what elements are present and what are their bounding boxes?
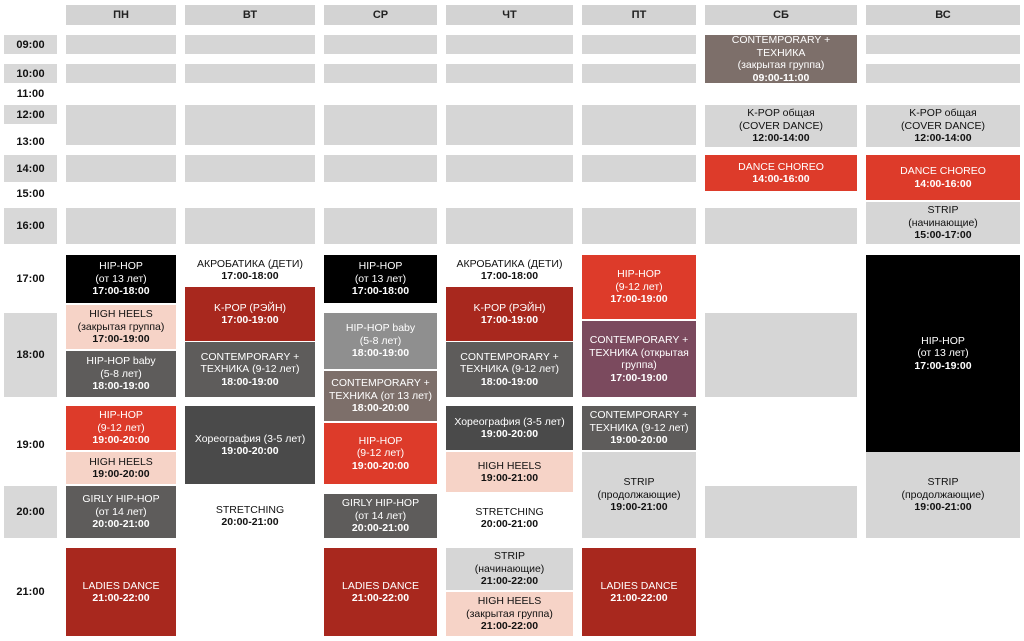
empty-slot (324, 105, 437, 145)
event-tue-horeo (185, 406, 315, 484)
time-1600: 16:00 (4, 208, 57, 244)
event-title: HIGH HEELS (89, 455, 153, 468)
event-title: LADIES DANCE (341, 579, 420, 592)
event-wed-girly (324, 494, 437, 538)
empty-slot (705, 313, 857, 397)
empty-slot (66, 208, 176, 244)
header-wed: СР (324, 5, 437, 25)
event-title: DANCE CHOREO (900, 165, 986, 177)
event-subtitle: (9-12 лет) (356, 447, 405, 460)
event-time: 09:00-11:00 (752, 71, 810, 84)
event-sun-choreo (866, 155, 1020, 200)
event-title: STRIP (623, 476, 655, 489)
event-fri-contemporary (582, 406, 696, 450)
event-fri-strip (582, 452, 696, 538)
event-title: K-POP общая (909, 107, 977, 120)
empty-slot (866, 35, 1020, 54)
event-subtitle: ТЕХНИКА (открытая (589, 346, 689, 359)
event-title: CONTEMPORARY + (589, 334, 689, 346)
event-title: CONTEMPORARY + (460, 350, 559, 363)
empty-slot (324, 35, 437, 54)
empty-slot (66, 105, 176, 145)
event-tue-kpop (185, 287, 315, 341)
empty-slot (324, 208, 437, 244)
event-mon-hiphop (66, 255, 176, 303)
event-subtitle: (продолжающие) (597, 488, 681, 501)
event-time: 19:00-20:00 (610, 434, 668, 447)
event-time: 17:00-18:00 (92, 285, 150, 298)
event-fri-contemporary-open (582, 321, 696, 397)
event-mon-heels (66, 452, 176, 484)
event-subtitle: (от 13 лет) (95, 272, 147, 285)
event-time: 18:00-20:00 (351, 402, 410, 415)
event-fri-ladies (582, 548, 696, 636)
time-1700: 17:00 (16, 273, 45, 285)
event-subtitle: (9-12 лет) (97, 421, 145, 434)
event-subtitle: (5-8 лет) (359, 334, 402, 347)
event-mon-heels-closed (66, 305, 176, 349)
event-title: STRIP (927, 476, 959, 489)
empty-slot (66, 155, 176, 182)
event-title: HIP-HOP (99, 409, 143, 422)
event-wed-contemporary (324, 371, 437, 421)
event-sun-hiphop (866, 255, 1020, 452)
time-1000: 10:00 (4, 64, 57, 83)
header-mon: ПН (66, 5, 176, 25)
event-subtitle: (продолжающие) (901, 488, 985, 501)
event-subtitle: ТЕХНИКА (9-12 лет) (200, 363, 300, 376)
event-time: 14:00-16:00 (914, 177, 972, 190)
empty-slot (582, 208, 696, 244)
event-title: АКРОБАТИКА (ДЕТИ) (197, 257, 303, 270)
event-title: HIP-HOP baby (345, 322, 416, 335)
event-time: 12:00-14:00 (752, 132, 810, 145)
event-time: 17:00-19:00 (480, 314, 539, 326)
event-title: HIP-HOP (358, 434, 403, 447)
event-time: 19:00-20:00 (480, 428, 539, 440)
event-title: CONTEMPORARY + (200, 350, 300, 363)
event-thu-acro (446, 255, 573, 285)
event-thu-heels-closed (446, 592, 573, 636)
event-title: DANCE CHOREO (738, 160, 824, 173)
event-time: 18:00-19:00 (92, 380, 150, 393)
time-1200: 12:00 (4, 105, 57, 124)
event-subtitle: ТЕХНИКА (от 13 лет) (329, 389, 432, 402)
header-fri: ПТ (582, 5, 696, 25)
empty-slot (185, 105, 315, 145)
time-1500: 15:00 (16, 188, 45, 200)
event-time: 18:00-19:00 (480, 375, 539, 388)
empty-slot (185, 208, 315, 244)
event-subtitle: (от 13 лет) (354, 272, 407, 285)
event-time: 20:00-21:00 (351, 522, 410, 535)
event-time: 19:00-20:00 (92, 468, 150, 480)
event-title: CONTEMPORARY + (589, 409, 689, 422)
event-mon-ladies (66, 548, 176, 636)
event-wed-hiphop-912 (324, 423, 437, 484)
event-title: HIP-HOP (358, 260, 403, 273)
event-sun-strip-beginners (866, 202, 1020, 244)
event-subtitle: (от 14 лет) (95, 505, 147, 518)
header-sun: ВС (866, 5, 1020, 25)
event-time: 19:00-20:00 (221, 445, 279, 457)
event-time: 14:00-16:00 (752, 173, 810, 185)
empty-slot (582, 105, 696, 145)
event-time: 19:00-20:00 (92, 434, 150, 447)
event-subtitle: (COVER DANCE) (900, 119, 985, 132)
event-tue-acro (185, 255, 315, 285)
event-title: K-POP (РЭЙН) (473, 301, 546, 314)
empty-slot (446, 64, 573, 83)
event-title: K-POP (РЭЙН) (213, 301, 287, 314)
empty-slot (185, 35, 315, 54)
event-tue-contemporary (185, 342, 315, 397)
event-time: 17:00-18:00 (221, 270, 279, 282)
event-title: STRETCHING (475, 505, 544, 518)
event-wed-hiphop (324, 255, 437, 303)
event-time: 21:00-22:00 (480, 620, 539, 633)
event-time: 20:00-21:00 (221, 516, 279, 528)
event-time: 17:00-18:00 (351, 285, 410, 298)
event-thu-contemporary (446, 342, 573, 397)
event-time: 20:00-21:00 (480, 518, 539, 530)
event-title: STRIP (927, 204, 959, 217)
event-subtitle: (5-8 лет) (100, 367, 142, 380)
event-time: 15:00-17:00 (914, 229, 972, 242)
event-time: 20:00-21:00 (92, 518, 150, 531)
event-subtitle: (COVER DANCE) (738, 119, 823, 132)
event-subtitle: (от 14 лет) (354, 509, 407, 522)
event-title: K-POP общая (747, 107, 815, 120)
event-subtitle: (от 13 лет) (917, 347, 969, 360)
time-1400: 14:00 (4, 155, 57, 182)
header-sat: СБ (705, 5, 857, 25)
event-thu-horeo (446, 406, 573, 450)
event-time: 17:00-19:00 (914, 359, 972, 372)
event-time: 21:00-22:00 (480, 575, 539, 588)
time-2100: 21:00 (16, 586, 45, 598)
event-subtitle: (начинающие) (908, 216, 978, 229)
event-time: 17:00-19:00 (92, 333, 150, 346)
empty-slot (185, 64, 315, 83)
event-sun-kpop (866, 105, 1020, 147)
event-time: 12:00-14:00 (914, 132, 972, 145)
event-title: HIGH HEELS (477, 459, 542, 472)
event-sat-contemporary (705, 35, 857, 83)
event-title: Хореография (3-5 лет) (194, 432, 306, 445)
event-time: 21:00-22:00 (92, 592, 150, 604)
event-title: STRETCHING (215, 503, 285, 516)
event-wed-ladies (324, 548, 437, 636)
empty-slot (446, 35, 573, 54)
event-thu-heels (446, 452, 573, 492)
event-mon-girly (66, 486, 176, 538)
time-1100: 11:00 (16, 88, 45, 100)
event-title: Хореография (3-5 лет) (454, 415, 565, 428)
event-time: 19:00-21:00 (610, 501, 668, 514)
empty-slot (66, 64, 176, 83)
event-time: 17:00-19:00 (221, 314, 279, 326)
event-time: 17:00-18:00 (480, 270, 539, 282)
event-mon-hiphop-baby (66, 351, 176, 397)
empty-slot (582, 155, 696, 182)
event-sat-choreo (705, 155, 857, 191)
event-subtitle: (закрытая группа) (466, 607, 553, 620)
event-time: 18:00-19:00 (351, 347, 410, 360)
empty-slot (705, 208, 857, 244)
time-1800: 18:00 (4, 313, 57, 397)
time-1900: 19:00 (16, 439, 45, 451)
header-thu: ЧТ (446, 5, 573, 25)
empty-slot (705, 486, 857, 538)
header-tue: ВТ (185, 5, 315, 25)
event-tue-stretching (185, 496, 315, 536)
event-thu-kpop (446, 287, 573, 341)
event-title: GIRLY HIP-HOP (82, 493, 160, 506)
event-subtitle: (начинающие) (474, 562, 545, 575)
event-time: 19:00-20:00 (351, 459, 410, 472)
event-title: HIP-HOP (617, 268, 661, 281)
event-title: LADIES DANCE (82, 579, 160, 592)
event-subtitle: ТЕХНИКА (9-12 лет) (460, 363, 559, 376)
empty-slot (582, 64, 696, 83)
time-2000: 20:00 (4, 486, 57, 538)
event-subtitle: ТЕХНИКА (9-12 лет) (589, 421, 689, 434)
event-title: HIGH HEELS (477, 595, 542, 608)
event-time: 19:00-21:00 (914, 501, 972, 514)
event-time: 17:00-19:00 (610, 293, 668, 306)
event-title: GIRLY HIP-HOP (341, 497, 420, 510)
event-fri-hiphop (582, 255, 696, 319)
event-time: 18:00-19:00 (221, 375, 279, 388)
event-title: HIGH HEELS (89, 308, 153, 321)
time-0900: 09:00 (4, 35, 57, 54)
empty-slot (66, 35, 176, 54)
event-title: АКРОБАТИКА (ДЕТИ) (456, 257, 563, 270)
event-title: HIP-HOP baby (86, 355, 156, 368)
event-subtitle: (закрытая группа) (77, 320, 165, 333)
empty-slot (446, 105, 573, 145)
event-title: STRIP (494, 550, 525, 563)
empty-slot (582, 35, 696, 54)
event-sat-kpop (705, 105, 857, 147)
event-sun-strip (866, 452, 1020, 538)
empty-slot (185, 155, 315, 182)
event-time: 21:00-22:00 (351, 592, 410, 604)
event-title: HIP-HOP (921, 334, 965, 347)
event-time: 19:00-21:00 (480, 472, 539, 484)
event-time: 17:00-19:00 (610, 371, 668, 384)
event-title: LADIES DANCE (600, 579, 678, 592)
empty-slot (324, 155, 437, 182)
empty-slot (446, 208, 573, 244)
event-mon-hiphop-912 (66, 406, 176, 450)
event-subtitle: (9-12 лет) (615, 280, 663, 293)
event-subtitle: группа) (621, 359, 657, 371)
event-title: HIP-HOP (99, 260, 143, 273)
empty-slot (866, 64, 1020, 83)
event-title: CONTEMPORARY + (331, 377, 430, 390)
empty-slot (446, 155, 573, 182)
event-time: 21:00-22:00 (610, 592, 668, 604)
event-wed-hiphop-baby (324, 313, 437, 369)
empty-slot (324, 64, 437, 83)
time-1300: 13:00 (16, 136, 45, 148)
event-subtitle: (закрытая группа) (737, 59, 825, 71)
event-thu-strip (446, 548, 573, 590)
event-title: CONTEMPORARY + ТЕХНИКА (731, 34, 831, 59)
event-thu-stretching (446, 498, 573, 538)
